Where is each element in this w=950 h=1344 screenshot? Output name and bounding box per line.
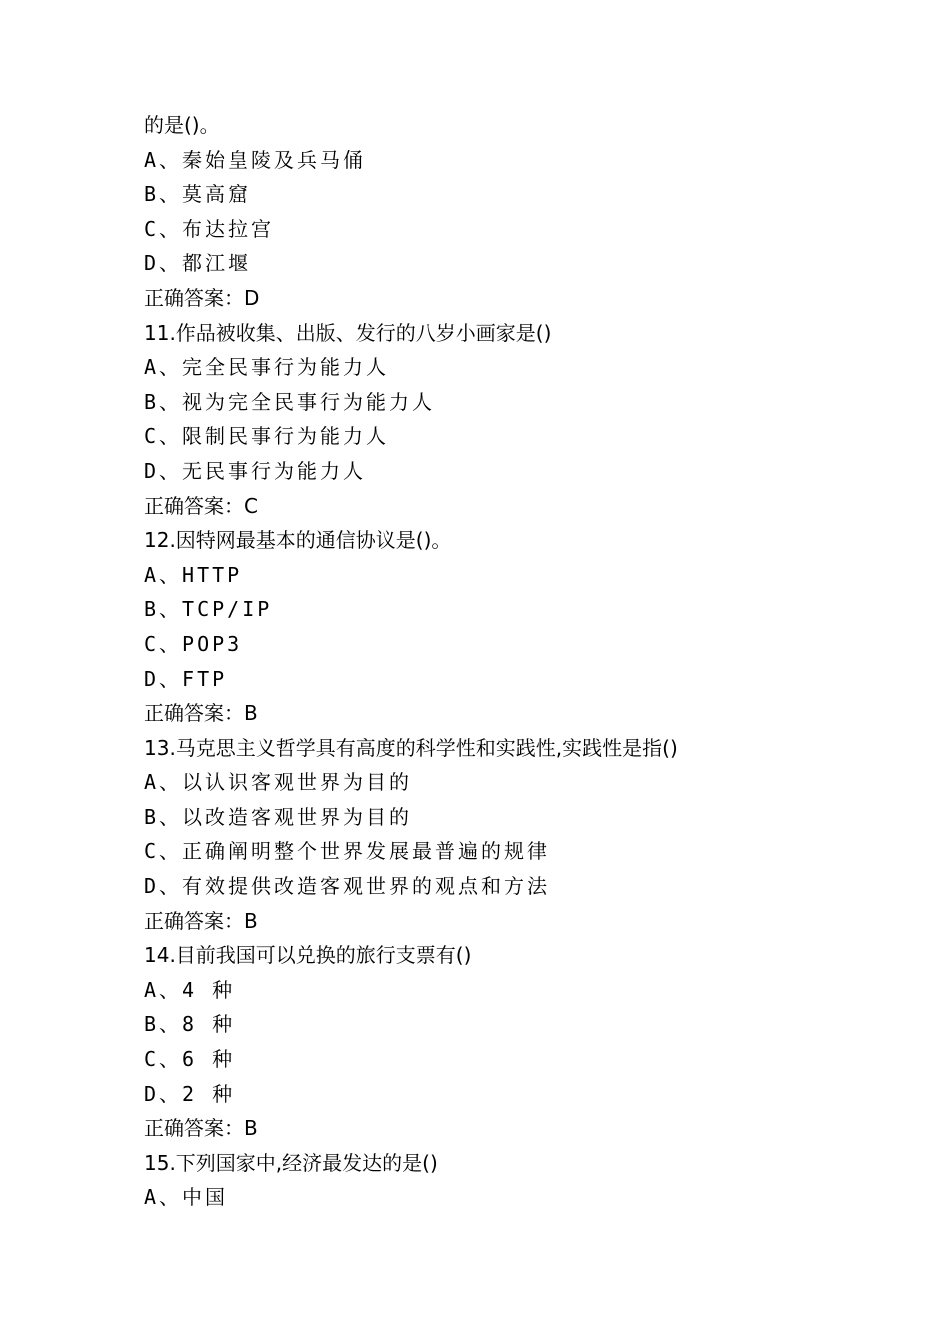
correct-answer: 正确答案：B [144,1116,258,1141]
option-a: A、秦始皇陵及兵马俑 [144,147,367,172]
option-c: C、限制民事行为能力人 [144,424,390,449]
option-c: C、POP3 [144,631,243,656]
question-text: 12.因特网最基本的通信协议是()。 [144,528,452,553]
option-d: D、2 种 [144,1081,236,1106]
option-a: A、中国 [144,1185,229,1210]
option-d: D、有效提供改造客观世界的观点和方法 [144,874,551,899]
question-text: 11.作品被收集、出版、发行的八岁小画家是() [144,320,552,345]
option-d: D、FTP [144,666,228,691]
question-text: 13.马克思主义哲学具有高度的科学性和实践性,实践性是指() [144,735,678,760]
option-a: A、4 种 [144,977,236,1002]
question-text: 的是()。 [144,113,220,137]
option-b: B、8 种 [144,1012,236,1037]
question-text: 15.下列国家中,经济最发达的是() [144,1150,438,1175]
option-d: D、都江堰 [144,251,252,276]
option-c: C、布达拉宫 [144,216,275,241]
correct-answer: 正确答案：B [144,908,258,933]
option-b: B、以改造客观世界为目的 [144,804,413,829]
option-c: C、6 种 [144,1047,236,1072]
option-b: B、视为完全民事行为能力人 [144,389,436,414]
option-b: B、莫高窟 [144,182,252,207]
option-b: B、TCP/IP [144,597,273,622]
correct-answer: 正确答案：B [144,701,258,726]
option-d: D、无民事行为能力人 [144,458,367,483]
option-a: A、以认识客观世界为目的 [144,770,413,795]
option-a: A、HTTP [144,562,243,587]
question-list [144,108,864,1215]
option-a: A、完全民事行为能力人 [144,355,390,380]
option-c: C、正确阐明整个世界发展最普遍的规律 [144,839,551,864]
correct-answer: 正确答案：D [144,285,260,310]
correct-answer: 正确答案：C [144,493,258,518]
question-text: 14.目前我国可以兑换的旅行支票有() [144,943,472,968]
